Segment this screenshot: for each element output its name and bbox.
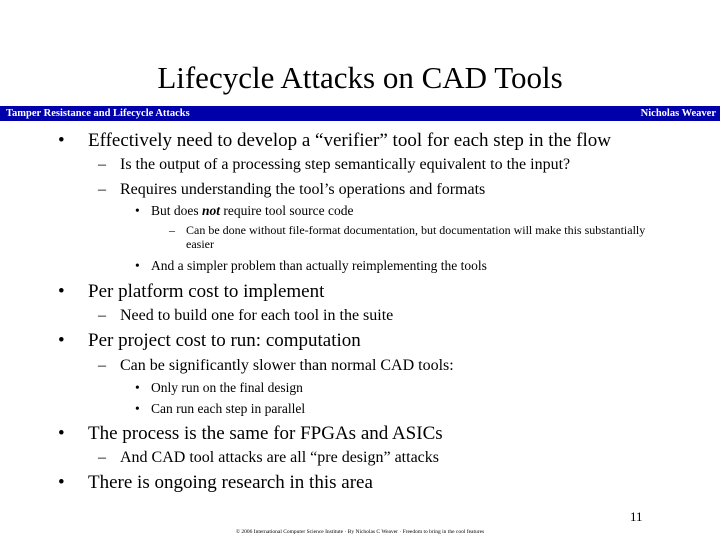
dash-marker: – — [98, 181, 106, 198]
bullet-text: Per platform cost to implement — [88, 281, 325, 302]
bullet-marker: • — [58, 130, 65, 151]
level4-bullet-text: Can be done without file-format documentation, but documentation will make this substantially easier — [186, 223, 646, 251]
sub-bullet-text: And CAD tool attacks are all “pre design” attacks — [120, 449, 439, 466]
dash-marker: – — [98, 156, 106, 173]
bullet-marker: • — [58, 330, 65, 351]
sub-bullet-text: Requires understanding the tool’s operations and formats — [120, 181, 486, 198]
bullet-marker: • — [135, 401, 140, 416]
bullet-text: Effectively need to develop a “verifier” tool for each step in the flow — [88, 130, 611, 151]
emphasis-not: not — [202, 203, 221, 218]
sub-sub-bullet-text: And a simpler problem than actually reimplementing the tools — [151, 258, 487, 273]
dash-marker: – — [98, 357, 106, 374]
footer-copyright: © 2006 International Computer Science Institute · By Nicholas C Weaver · Freedom to bring in the cool features — [235, 529, 485, 535]
bullet-text: Per project cost to run: computation — [88, 330, 361, 351]
bullet-marker: • — [135, 258, 140, 273]
bullet-marker: • — [58, 423, 65, 444]
slide-title: Lifecycle Attacks on CAD Tools — [157, 60, 563, 95]
bullet-marker: • — [135, 203, 140, 218]
sub-sub-bullet-text: Can run each step in parallel — [151, 401, 306, 416]
dash-marker: – — [98, 449, 106, 466]
sub-sub-bullet-text: Only run on the final design — [151, 380, 303, 395]
header-course-title: Tamper Resistance and Lifecycle Attacks — [6, 108, 190, 119]
dash-marker: – — [98, 307, 106, 324]
bullet-marker: • — [58, 472, 65, 493]
bullet-marker: • — [58, 281, 65, 302]
page-number: 11 — [630, 509, 643, 524]
bullet-text: There is ongoing research in this area — [88, 472, 373, 493]
sub-bullet-text: Can be significantly slower than normal CAD tools: — [120, 357, 454, 374]
header-bar — [0, 106, 720, 121]
sub-sub-bullet-text: But does not require tool source code — [151, 203, 354, 218]
bullet-marker: • — [135, 380, 140, 395]
bullet-text: The process is the same for FPGAs and ASICs — [88, 423, 443, 444]
header-author: Nicholas Weaver — [640, 108, 716, 119]
dash-marker: – — [169, 223, 175, 237]
sub-bullet-text: Need to build one for each tool in the suite — [120, 307, 394, 324]
sub-bullet-text: Is the output of a processing step semantically equivalent to the input? — [120, 156, 571, 173]
